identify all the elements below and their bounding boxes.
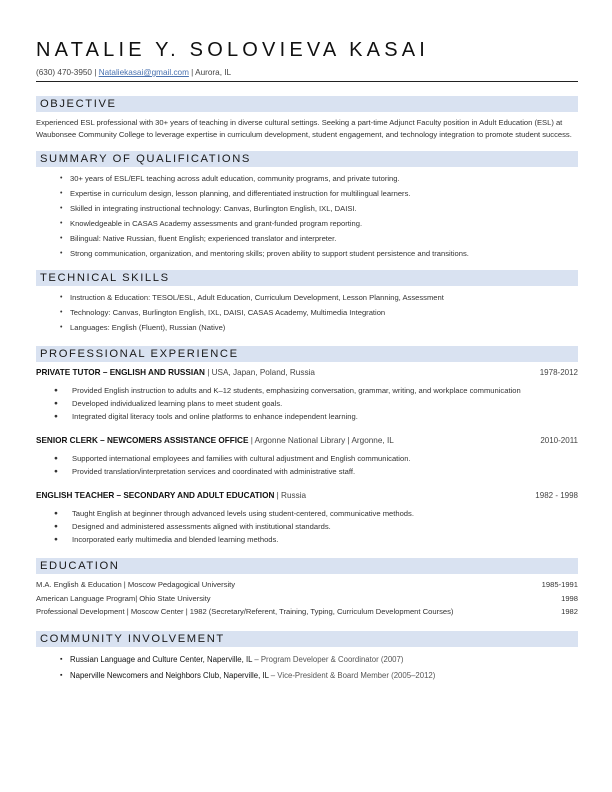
list-item: ● Supported international employees and families with cultural adjustment and English communication. xyxy=(36,452,578,465)
job-dates: 2010-2011 xyxy=(540,436,578,445)
qualifications-list xyxy=(36,171,578,261)
resume-page xyxy=(36,38,578,684)
job-bullets xyxy=(36,384,578,423)
list-item: ● Designed and administered assessments aligned with institutional standards. xyxy=(36,520,578,533)
job-entry xyxy=(36,490,578,546)
job-entry xyxy=(36,435,578,478)
job-dates: 1982 - 1998 xyxy=(535,491,578,500)
job-title: PRIVATE TUTOR – ENGLISH AND RUSSIAN xyxy=(36,368,205,377)
job-dates: 1978-2012 xyxy=(539,368,578,377)
education-row xyxy=(36,592,578,606)
community-list xyxy=(36,652,578,684)
job-header xyxy=(36,490,578,502)
list-item: • Instruction & Education: TESOL/ESL, Adult Education, Curriculum Development, Lesson Planning, Assessment xyxy=(36,290,578,305)
location: Aurora, IL xyxy=(195,68,232,77)
community-heading: COMMUNITY INVOLVEMENT xyxy=(36,631,578,647)
list-item: • Strong communication, organization, and mentoring skills; proven ability to support student persistence and transitions. xyxy=(36,246,578,261)
education-date: 1998 xyxy=(561,593,578,603)
list-item: • Skilled in integrating instructional technology: Canvas, Burlington English, IXL, DAISI. xyxy=(36,201,578,216)
list-item: ● Provided translation/interpretation services and coordinated with administrative staff. xyxy=(36,465,578,478)
job-location: | USA, Japan, Poland, Russia xyxy=(204,368,315,377)
education-row xyxy=(36,605,578,619)
skills-heading: TECHNICAL SKILLS xyxy=(36,270,578,286)
header-divider xyxy=(36,81,578,82)
community-org: Naperville Newcomers and Neighbors Club, Naperville, IL xyxy=(70,670,269,680)
objective-heading: OBJECTIVE xyxy=(36,96,578,112)
contact-separator: | xyxy=(92,68,99,77)
education-date: 1982 xyxy=(561,607,578,616)
job-header xyxy=(36,435,578,447)
education-entry: American Language Program| Ohio State University xyxy=(36,593,211,603)
job-title: ENGLISH TEACHER – SECONDARY AND ADULT EDUCATION xyxy=(36,491,275,500)
list-item: • Bilingual: Native Russian, fluent English; experienced translator and interpreter. xyxy=(36,231,578,246)
education-heading: EDUCATION xyxy=(36,558,578,574)
candidate-name: NATALIE Y. SOLOVIEVA KASAI xyxy=(36,39,430,61)
list-item: ● Integrated digital literacy tools and online platforms to enhance independent learning. xyxy=(36,410,578,423)
list-item xyxy=(36,668,578,684)
contact-separator: | xyxy=(188,68,196,77)
list-item: ● Provided English instruction to adults and K–12 students, emphasizing conversation, grammar, writing, and workplace communication xyxy=(36,384,578,397)
job-title: SENIOR CLERK – NEWCOMERS ASSISTANCE OFFICE xyxy=(36,436,249,445)
list-item: ● Incorporated early multimedia and blended learning methods. xyxy=(36,533,578,546)
list-item: • Technology: Canvas, Burlington English, IXL, DAISI, CASAS Academy, Multimedia Integration xyxy=(36,305,578,320)
job-location: | Russia xyxy=(274,491,307,500)
job-location: | Argonne National Library | Argonne, IL xyxy=(248,436,394,445)
education-list xyxy=(36,578,578,619)
community-org: Russian Language and Culture Center, Naperville, IL xyxy=(70,654,253,664)
job-bullets xyxy=(36,507,578,546)
email-link[interactable]: Nataliekasai@gmail.com xyxy=(98,68,189,77)
job-bullets xyxy=(36,452,578,478)
list-item: ● Taught English at beginner through advanced levels using student-centered, communicative methods. xyxy=(36,507,578,520)
skills-list xyxy=(36,290,578,335)
education-row xyxy=(36,578,578,592)
job-header xyxy=(36,367,578,379)
list-item: ● Developed individualized learning plans to meet student goals. xyxy=(36,397,578,410)
contact-line xyxy=(36,67,578,78)
education-date: 1985-1991 xyxy=(541,580,578,589)
list-item xyxy=(36,652,578,668)
community-role: – Program Developer & Coordinator (2007) xyxy=(252,654,404,664)
education-entry: M.A. English & Education | Moscow Pedagogical University xyxy=(36,580,236,589)
list-item: • Expertise in curriculum design, lesson planning, and differentiated instruction for multilingual learners. xyxy=(36,186,578,201)
objective-text: Experienced ESL professional with 30+ years of teaching in diverse cultural settings. Seeking a part-time Adjunct Faculty position in Adult Education (ESL) at Waubonsee Community College to leverage expertise in curriculum development, student engagement, and technology integration to promote student success. xyxy=(36,118,572,139)
list-item: • Languages: English (Fluent), Russian (Native) xyxy=(36,320,578,335)
community-role: – Vice-President & Board Member (2005–2012) xyxy=(268,670,436,680)
list-item: • Knowledgeable in CASAS Academy assessments and grant-funded program reporting. xyxy=(36,216,578,231)
phone-number: (630) 470-3950 xyxy=(36,68,92,77)
experience-heading: PROFESSIONAL EXPERIENCE xyxy=(36,346,578,362)
qualifications-heading: SUMMARY OF QUALIFICATIONS xyxy=(36,151,578,167)
list-item: • 30+ years of ESL/EFL teaching across adult education, community programs, and private tutoring. xyxy=(36,171,578,186)
education-entry: Professional Development | Moscow Center | 1982 (Secretary/Referent, Training, Typing, Curriculum Development Courses) xyxy=(36,607,454,616)
job-entry xyxy=(36,367,578,423)
